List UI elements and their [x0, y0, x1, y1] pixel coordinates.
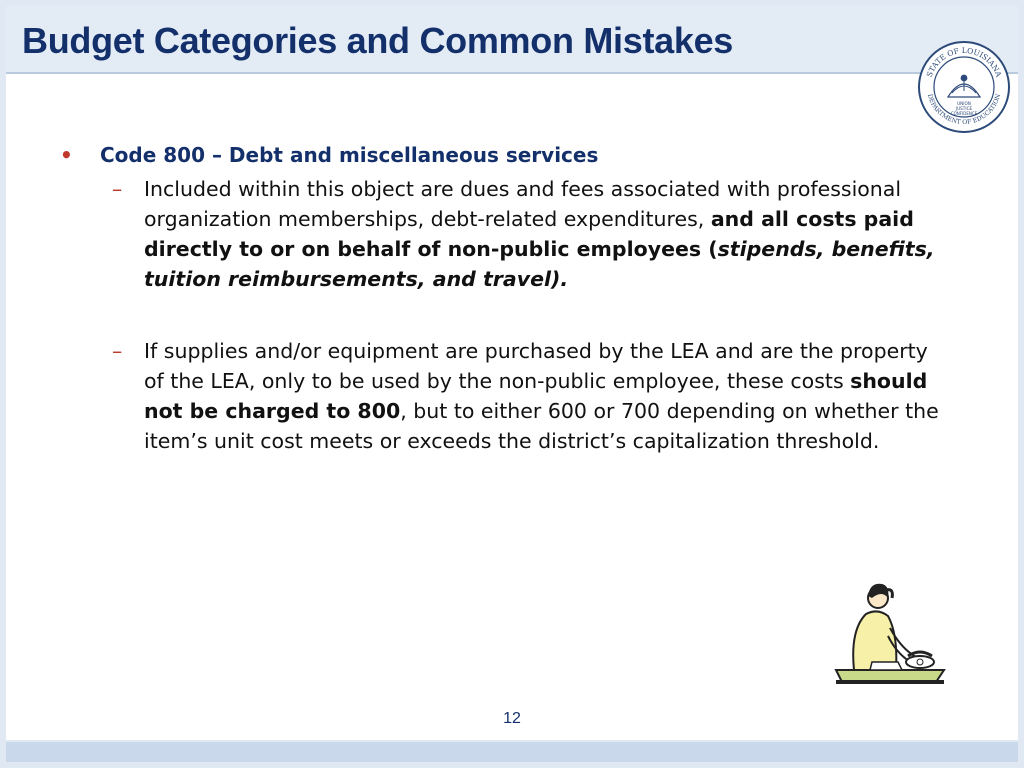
sub-bullet-text-end: , but to either 600 or 700 depending on whether the item’s unit cost meets or exceeds the district’s capitalization threshold.: [144, 399, 939, 453]
bullet-marker: •: [60, 143, 73, 167]
footer-bar: [6, 742, 1018, 762]
sub-bullet-text: Included within this object are dues and fees associated with professional organization memberships, debt-related expenditures,: [144, 177, 902, 231]
sub-bullet-supplies-equipment: [60, 336, 952, 456]
sub-bullet-marker: –: [112, 339, 123, 363]
seal-motto-2: JUSTICE: [955, 106, 973, 111]
seal-bottom-text: DEPARTMENT OF EDUCATION: [925, 93, 1003, 127]
seal-motto-1: UNION: [957, 101, 971, 106]
bullet-heading: Code 800 – Debt and miscellaneous services: [100, 143, 599, 167]
bullet-code-800: [60, 140, 960, 170]
state-seal-icon: [918, 41, 1010, 133]
sub-bullet-bold-italic-text: stipends, benefits, tuition reimbursements, and travel).: [144, 237, 935, 291]
title-bar: [6, 6, 1018, 74]
seal-motto-3: CONFIDENCE: [950, 111, 978, 116]
sub-bullet-text: If supplies and/or equipment are purchased by the LEA and are the property of the LEA, only to be used by the non-public employee, these costs: [144, 339, 928, 393]
sub-bullet-dues-and-fees: [60, 174, 952, 294]
sub-bullet-bold-text: should not be charged to 800: [144, 369, 928, 423]
seal-top-text: STATE OF LOUISIANA: [924, 45, 1004, 79]
sub-bullet-bold-text: and all costs paid directly to or on behalf of non-public employees (: [144, 207, 914, 261]
woman-at-desk-clipart-icon: [832, 578, 948, 686]
bullet-list: [60, 140, 960, 456]
page-number: 12: [503, 710, 521, 727]
sub-bullet-marker: –: [112, 177, 123, 201]
slide-title: Budget Categories and Common Mistakes: [22, 20, 734, 61]
